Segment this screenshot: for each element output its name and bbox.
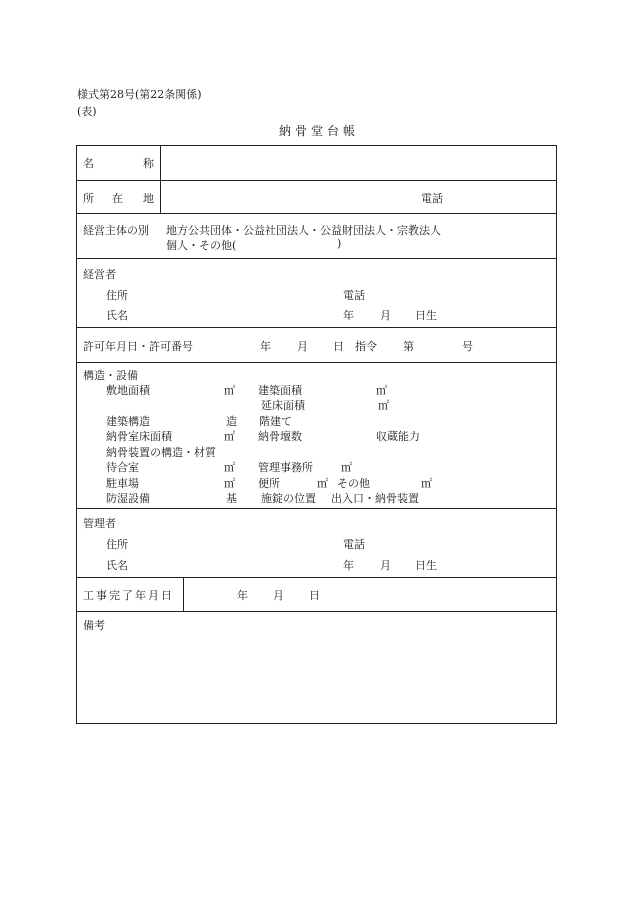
permit-dai: 第 [403, 340, 414, 353]
floor-area-unit: ㎡ [378, 399, 389, 412]
site-area-unit: ㎡ [224, 384, 235, 397]
parking-label: 駐車場 [106, 477, 139, 490]
form-number: 様式第28号(第22条関係) [77, 88, 202, 101]
permit-designation: 指令 [355, 340, 377, 353]
ossuary-altar-count-label: 納骨壇数 [258, 430, 302, 443]
lock-locations-label: 出入口・納骨装置 [331, 492, 419, 505]
operator-birth-day: 日生 [415, 309, 437, 322]
permit-year: 年 [260, 340, 271, 353]
form-side: (表) [77, 105, 97, 118]
location-label-2: 在 [112, 192, 123, 205]
operator-type-other-close: ) [337, 237, 342, 250]
name-label-left: 名 [83, 157, 94, 170]
operator-birth-year: 年 [343, 309, 354, 322]
building-structure-zou: 造 [226, 415, 237, 428]
completion-year: 年 [237, 589, 248, 602]
building-area-unit: ㎡ [376, 384, 387, 397]
completion-label: 工事完了年月日 [83, 589, 174, 602]
floor-area-label: 延床面積 [261, 399, 305, 412]
parking-unit: ㎡ [224, 477, 235, 490]
manager-birth-day: 日生 [415, 559, 437, 572]
other-unit: ㎡ [421, 477, 432, 490]
operator-label: 経営者 [83, 268, 116, 281]
ossuary-floor-area-unit: ㎡ [224, 430, 235, 443]
toilet-label: 便所 [258, 477, 280, 490]
permit-day: 日 [333, 340, 344, 353]
operator-type-options-line1: 地方公共団体・公益社団法人・公益財団法人・宗教法人 [166, 224, 441, 237]
location-phone-label: 電話 [421, 192, 443, 205]
location-label-1: 所 [83, 192, 94, 205]
operator-phone-label: 電話 [343, 289, 365, 302]
permit-go: 号 [462, 340, 473, 353]
operator-type-label: 経営主体の別 [83, 224, 149, 237]
completion-day: 日 [309, 589, 320, 602]
site-area-label: 敷地面積 [106, 384, 150, 397]
lock-position-label: 施錠の位置 [261, 492, 316, 505]
manager-birth-month: 月 [380, 559, 391, 572]
ossuary-device-label: 納骨装置の構造・材質 [106, 446, 216, 459]
management-office-unit: ㎡ [341, 461, 352, 474]
waiting-room-label: 待合室 [106, 461, 139, 474]
building-area-label: 建築面積 [258, 384, 302, 397]
ossuary-floor-area-label: 納骨室床面積 [106, 430, 172, 443]
completion-month: 月 [273, 589, 284, 602]
other-label: その他 [337, 477, 370, 490]
manager-phone-label: 電話 [343, 538, 365, 551]
waiting-room-unit: ㎡ [224, 461, 235, 474]
capacity-label: 収蔵能力 [376, 430, 420, 443]
permit-month: 月 [297, 340, 308, 353]
building-structure-label: 建築構造 [106, 415, 150, 428]
operator-name-label: 氏名 [106, 309, 128, 322]
name-label-right: 称 [143, 157, 154, 170]
manager-address-label: 住所 [106, 538, 128, 551]
moisture-proof-label: 防湿設備 [106, 492, 150, 505]
operator-type-options-line2: 個人・その他( [166, 239, 237, 252]
operator-birth-month: 月 [380, 309, 391, 322]
manager-birth-year: 年 [343, 559, 354, 572]
page-title: 納骨堂台帳 [279, 124, 360, 138]
structure-label: 構造・設備 [83, 369, 138, 382]
moisture-proof-unit: 基 [226, 492, 237, 505]
permit-label: 許可年月日・許可番号 [83, 340, 193, 353]
operator-address-label: 住所 [106, 289, 128, 302]
stories-label: 階建て [259, 415, 292, 428]
manager-name-label: 氏名 [106, 559, 128, 572]
toilet-unit: ㎡ [317, 477, 328, 490]
management-office-label: 管理事務所 [258, 461, 313, 474]
manager-label: 管理者 [83, 517, 116, 530]
remarks-label: 備考 [83, 619, 105, 632]
location-label-3: 地 [143, 192, 154, 205]
